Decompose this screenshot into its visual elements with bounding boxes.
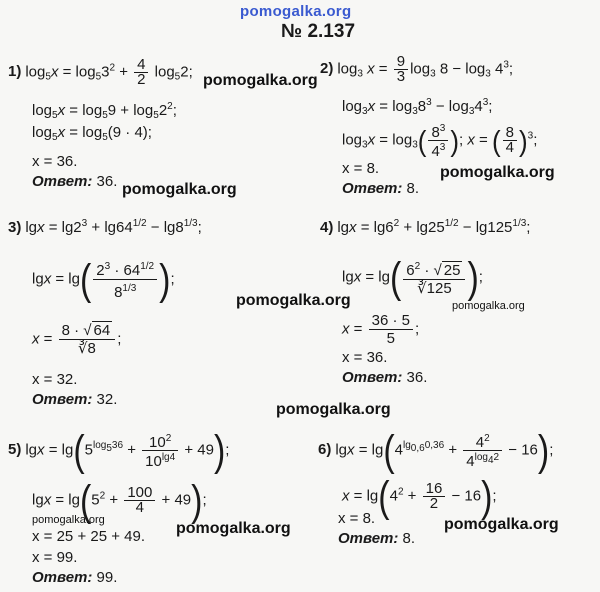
p5-line-2: $\lg x = \lg(5^2$ + $\frac{100}{4}$ + 49);	[32, 476, 207, 525]
site-watermark[interactable]: pomogalka.org	[32, 514, 105, 526]
p5-answer-value: 99.	[96, 569, 118, 586]
p5-number: 5)	[8, 441, 22, 459]
p2-answer	[342, 180, 419, 197]
p2-answer-value: 8.	[406, 180, 420, 197]
p6-number: 6)	[318, 441, 332, 459]
answer-label: Ответ:	[32, 173, 93, 190]
p2-final: x = 8.	[342, 160, 380, 177]
p5-line-1: 5) $\lg x = \lg(5^{log_536}$ + $\frac{10^2}{10^{lg4}}$ + 49);	[8, 426, 230, 475]
p4-line-2: lgx = lg( $\frac{6^2 \cdot √ 25}{∛125}$ );	[342, 253, 483, 302]
site-watermark[interactable]: pomogalka.org	[236, 292, 351, 309]
p3-number: 3)	[8, 219, 22, 236]
p3-final: x = 32.	[32, 371, 78, 388]
p1-final: x = 36.	[32, 153, 78, 170]
p6-line-2: $x = \lg(4^2$ + $\frac{16}{2}$ − 16);	[342, 472, 497, 521]
p2-line-3: $\log_3x = \log_3$( $\frac{8^3}{4^3}$ ); x = ( $\frac{8}{4}$ )$^3$;	[342, 123, 538, 160]
p4-number: 4)	[320, 219, 334, 236]
p6-answer	[338, 530, 415, 547]
answer-label: Ответ:	[32, 569, 93, 586]
answer-label: Ответ:	[338, 530, 399, 547]
problem-number: № 2.137	[281, 21, 356, 42]
p3-line-3: x = $\frac{8 \cdot √ 64}{∛8}$ ;	[32, 322, 122, 357]
p2-number: 2)	[320, 60, 334, 78]
p3-line-1: 3) $\lg x = \lg 2^3 + \lg 64^{1/2} - \lg 8^{1/3}$;	[8, 218, 202, 236]
site-watermark[interactable]: pomogalka.org	[452, 300, 525, 312]
p2-line-1: 2) $\log_3 x$ = $\frac{9}{3}$ $\log_3 8 - \log_3 4^3$;	[320, 53, 514, 85]
p6-final: x = 8.	[338, 510, 376, 527]
p6-line-1: 6) $\lg x = \lg(4^{lg_{0,6}0,36}$ + $\frac{4^2}{4^{log_42}}$ − 16);	[318, 426, 554, 475]
site-watermark[interactable]: pomogalka.org	[176, 520, 291, 537]
p3-line-2: lgx = lg( $\frac{2^3 \cdot 64^{1/2}}{8^{1/3}}$ );	[32, 255, 175, 304]
p1-answer	[32, 173, 117, 190]
site-watermark[interactable]: pomogalka.org	[240, 3, 352, 20]
p5-answer	[32, 569, 117, 586]
site-watermark[interactable]: pomogalka.org	[276, 401, 391, 418]
p3-answer-value: 32.	[96, 391, 118, 408]
p1-line-3: $\log_5x = \log_5(9 \cdot 4)$;	[32, 124, 152, 143]
p5-line-3: x = 25 + 25 + 49.	[32, 528, 146, 545]
p4-final: x = 36.	[342, 349, 388, 366]
p1-line-2: $\log_5x = \log_59 + \log_52^2$;	[32, 101, 177, 121]
p4-line-1: 4) $\lg x = \lg 6^2 + \lg 25^{1/2} - \lg 125^{1/3}$;	[320, 218, 531, 236]
site-watermark[interactable]: pomogalka.org	[444, 516, 559, 533]
p2-line-2: $\log_3x = \log_38^3 - \log_34^3$;	[342, 97, 493, 117]
p4-answer	[342, 369, 427, 386]
p1-number: 1)	[8, 63, 22, 81]
p4-line-3: x = $\frac{36 \cdot 5}{5}$ ;	[342, 312, 420, 347]
site-watermark[interactable]: pomogalka.org	[203, 72, 318, 89]
p4-answer-value: 36.	[406, 369, 428, 386]
p6-answer-value: 8.	[402, 530, 416, 547]
answer-label: Ответ:	[32, 391, 93, 408]
p3-answer	[32, 391, 117, 408]
answer-label: Ответ:	[342, 180, 403, 197]
p1-answer-value: 36.	[96, 173, 118, 190]
site-watermark[interactable]: pomogalka.org	[122, 181, 237, 198]
p1-line-1: 1) $\log_5x = \log_53^2$ + $\frac{4}{2}$ $\log_52$;	[8, 56, 193, 88]
p5-final: x = 99.	[32, 549, 78, 566]
site-watermark[interactable]: pomogalka.org	[440, 164, 555, 181]
answer-label: Ответ:	[342, 369, 403, 386]
